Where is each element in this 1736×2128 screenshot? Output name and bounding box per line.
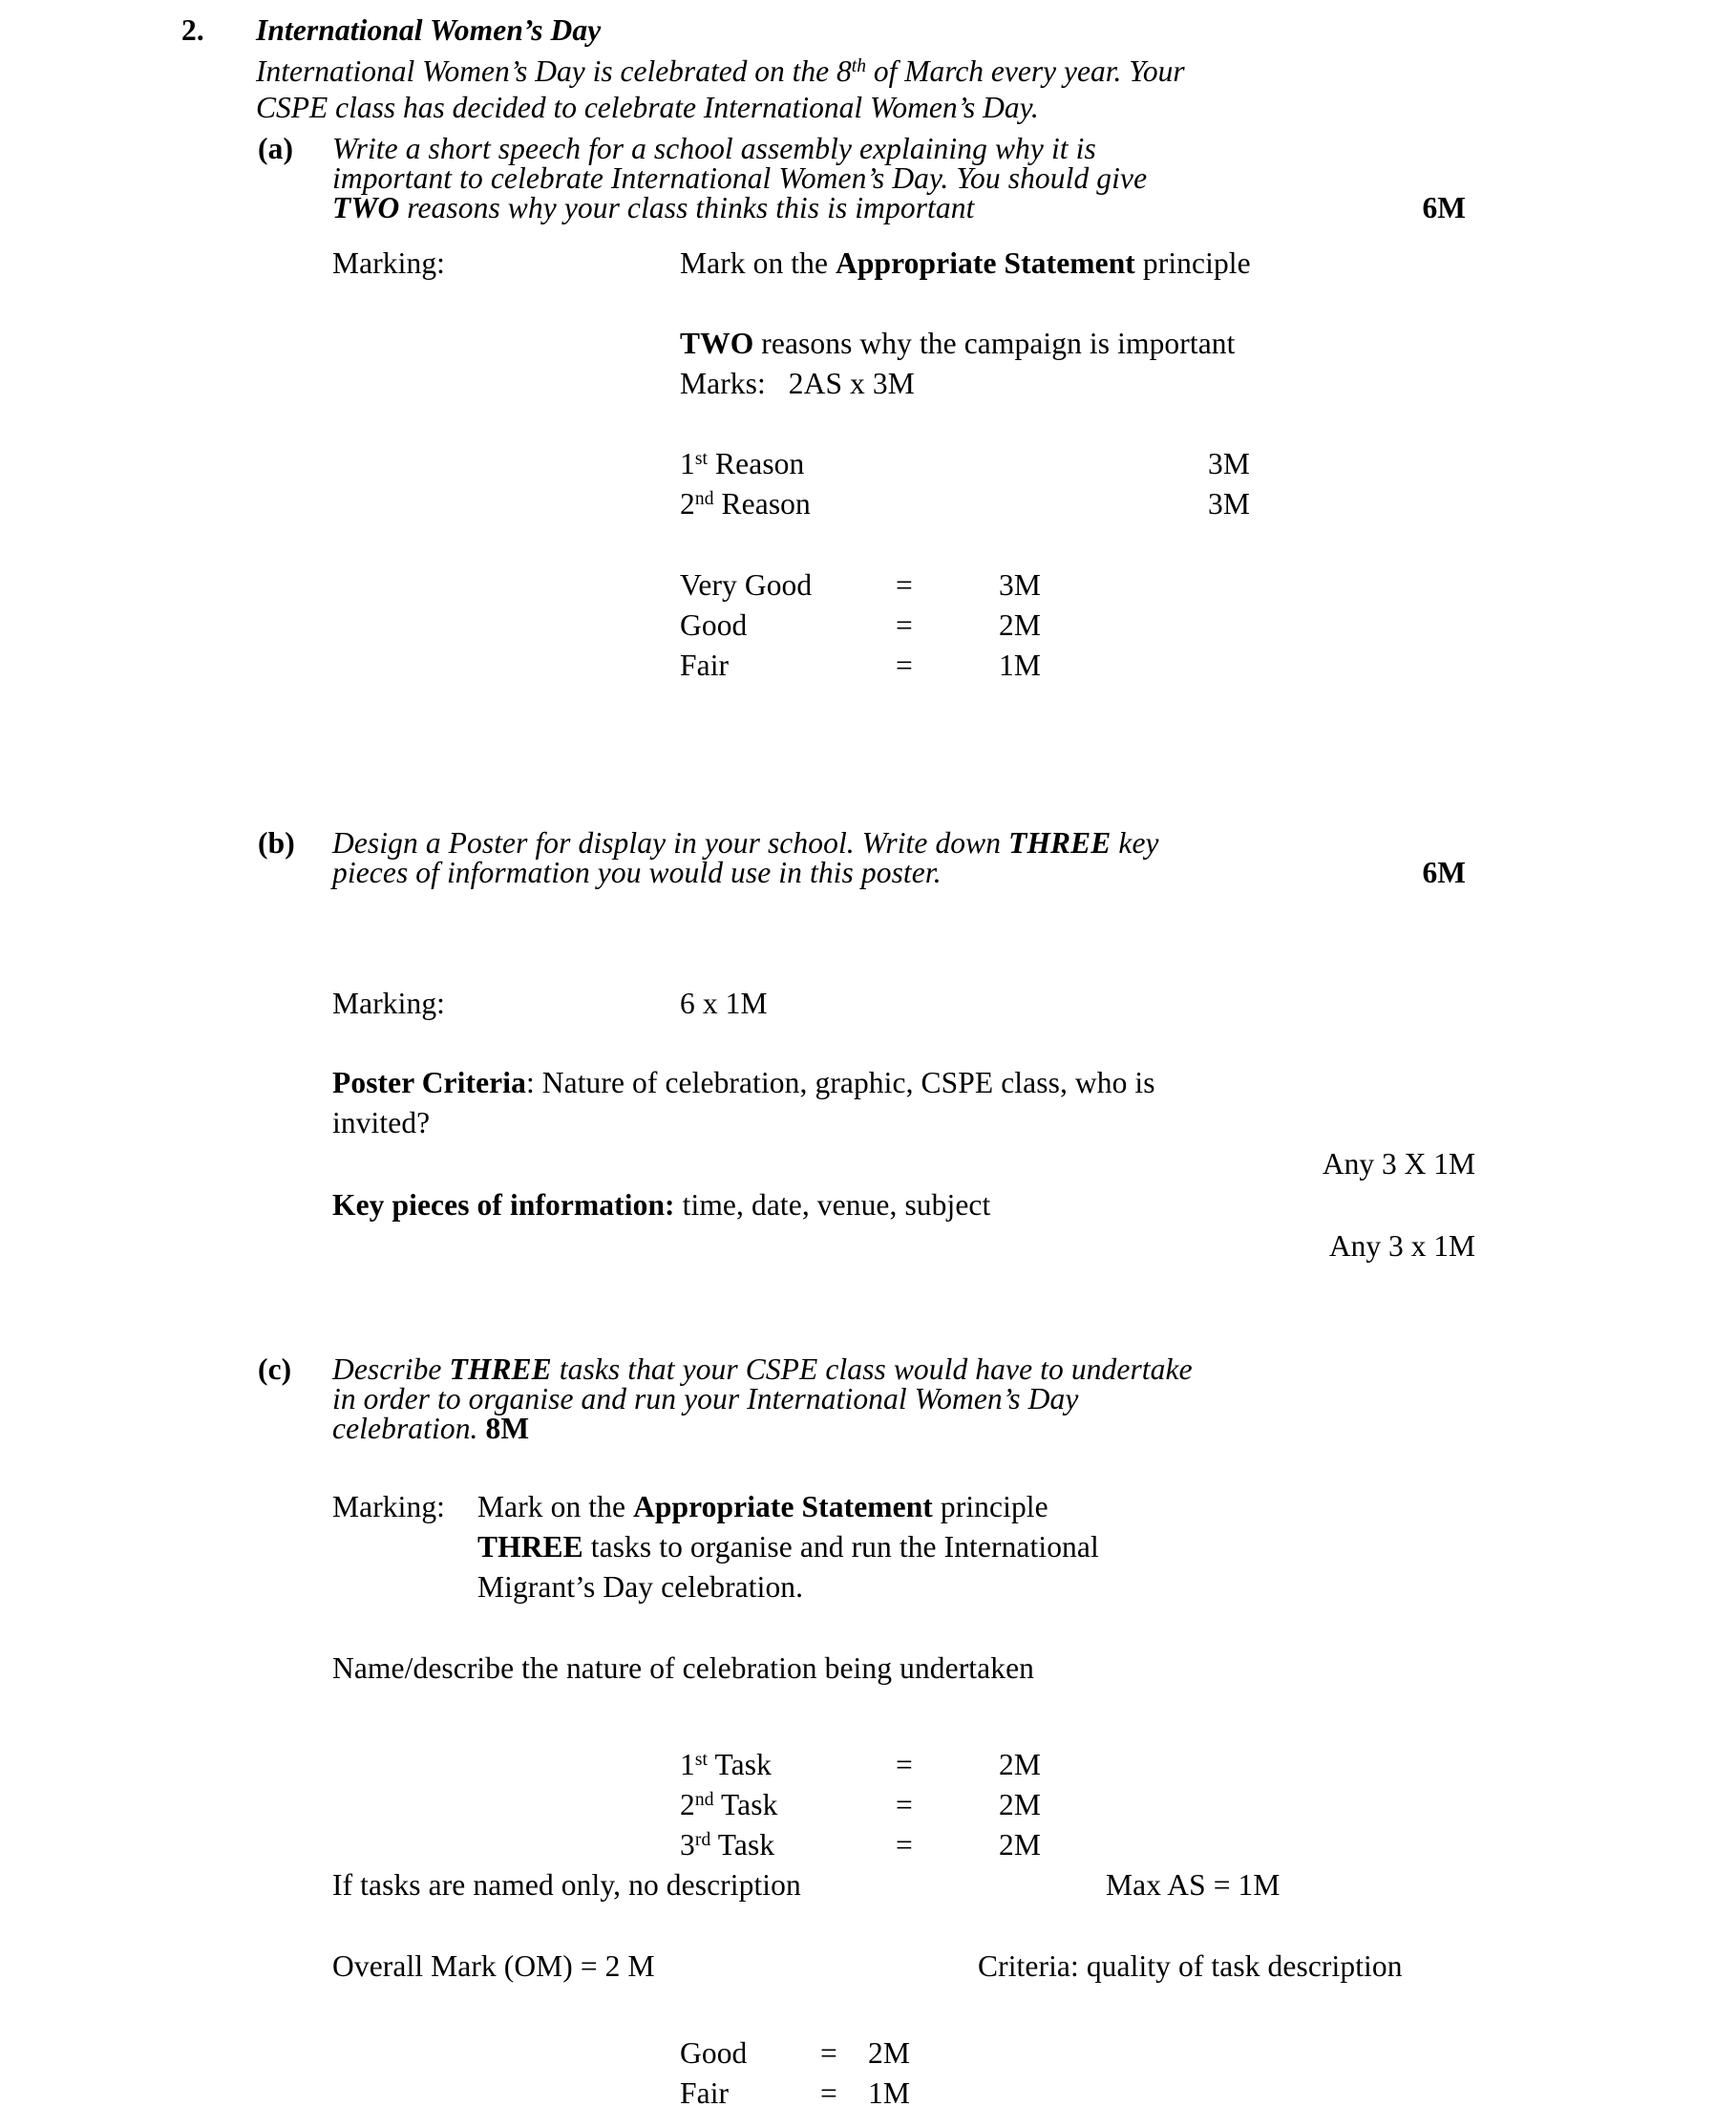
part-a-label: (a) — [258, 132, 294, 165]
part-c-prompt-emphasis: THREE — [449, 1352, 552, 1386]
part-c-overall-criteria-text: Criteria: quality of task description — [978, 1949, 1403, 1983]
marking-principle-pre: Mark on the — [680, 246, 836, 280]
intro-ordinal-suffix: th — [851, 55, 866, 76]
task-ordinal-1: 1 — [680, 1748, 695, 1781]
task-ordinal-suffix-3: rd — [694, 1829, 711, 1850]
part-a-quality-label-2: Good — [680, 608, 748, 642]
intro-text-part2: of March every year. Your — [865, 54, 1185, 88]
part-a-prompt-line-2: important to celebrate International Women’s Day. You should give — [332, 161, 1148, 195]
part-a-reason-row-1 — [680, 449, 804, 479]
part-c-tasks-line-2: Migrant’s Day celebration. — [477, 1570, 804, 1604]
part-c-prompt-post: tasks that your CSPE class would have to undertake — [551, 1352, 1193, 1386]
part-b-prompt-pre: Design a Poster for display in your school. Write down — [332, 826, 1009, 860]
part-c-task-equals-3: = — [896, 1828, 913, 1862]
part-b-marking-value: 6 x 1M — [680, 987, 768, 1020]
part-c-prompt-line-3-pre: celebration. — [332, 1412, 486, 1445]
task-ordinal-2: 2 — [680, 1788, 695, 1821]
part-b-prompt-post: key — [1111, 826, 1159, 860]
part-b-label: (b) — [258, 826, 295, 860]
reason-label-2: Reason — [713, 487, 811, 521]
part-a-quality-mark-2: 2M — [999, 608, 1041, 642]
part-b-marks: 6M — [1422, 856, 1466, 889]
part-a-quality-mark-3: 1M — [999, 649, 1041, 682]
part-b-poster-criteria-marks: Any 3 X 1M — [1322, 1147, 1475, 1181]
task-ordinal-3: 3 — [680, 1828, 695, 1862]
part-c-marking-label: Marking: — [332, 1490, 446, 1523]
part-c-principle-emphasis: Appropriate Statement — [633, 1490, 933, 1523]
part-a-prompt-line-1: Write a short speech for a school assembly explaining why it is — [332, 132, 1096, 165]
part-b-key-info-marks: Any 3 x 1M — [1328, 1229, 1475, 1263]
poster-criteria-rest: : Nature of celebration, graphic, CSPE class, who is — [525, 1066, 1155, 1099]
question-number: 2. — [181, 13, 204, 47]
task-label-3: Task — [710, 1828, 775, 1862]
part-a-reasons-emphasis: TWO — [680, 327, 754, 360]
reason-ordinal-suffix-1: st — [694, 448, 709, 469]
part-a-marking-principle — [680, 248, 1251, 279]
part-a-prompt-line-3-rest: reasons why your class thinks this is important — [399, 191, 975, 224]
part-c-nature-line: Name/describe the nature of celebration being undertaken — [332, 1651, 1035, 1685]
part-c-label: (c) — [258, 1352, 292, 1386]
reason-ordinal-suffix-2: nd — [694, 488, 714, 509]
task-ordinal-suffix-1: st — [694, 1749, 709, 1770]
task-label-2: Task — [713, 1788, 778, 1821]
part-a-quality-equals-1: = — [896, 568, 913, 602]
part-c-task-mark-3: 2M — [999, 1828, 1041, 1862]
part-c-task-row-1 — [680, 1750, 772, 1780]
part-c-marks: 8M — [485, 1412, 530, 1445]
task-ordinal-suffix-2: nd — [694, 1789, 714, 1810]
reason-label-1: Reason — [708, 447, 805, 480]
part-a-marking-label: Marking: — [332, 246, 446, 280]
part-c-task-row-2 — [680, 1790, 777, 1820]
part-c-tasks-rest: tasks to organise and run the International — [582, 1530, 1099, 1564]
question-intro — [256, 53, 1469, 125]
part-a-reasons-rest: reasons why the campaign is important — [753, 327, 1236, 360]
part-a-prompt-emphasis: TWO — [332, 191, 400, 224]
part-b-key-info — [332, 1190, 990, 1221]
part-c-prompt-pre: Describe — [332, 1352, 450, 1386]
part-a-marks: 6M — [1422, 191, 1466, 224]
part-c-principle-pre: Mark on the — [477, 1490, 634, 1523]
reason-ordinal-2: 2 — [680, 487, 695, 521]
part-c-marking-principle — [477, 1492, 1048, 1522]
part-c-named-only-mark: Max AS = 1M — [1106, 1868, 1281, 1902]
part-c-task-mark-2: 2M — [999, 1788, 1041, 1821]
part-a-reasons-line — [680, 329, 1236, 359]
part-b-poster-criteria — [332, 1068, 1155, 1098]
part-c-overall-mark-text: Overall Mark (OM) = 2 M — [332, 1949, 655, 1983]
poster-criteria-label: Poster Criteria — [332, 1066, 526, 1099]
part-c-principle-post: principle — [932, 1490, 1048, 1523]
part-c-tasks-line — [477, 1532, 1099, 1563]
part-c-quality-mark-2: 1M — [868, 2076, 910, 2110]
part-c-quality-label-1: Good — [680, 2036, 748, 2070]
part-c-named-only-text: If tasks are named only, no description — [332, 1868, 801, 1902]
intro-text-line2: CSPE class has decided to celebrate International Women’s Day. — [256, 90, 1039, 124]
marking-principle-post: principle — [1134, 246, 1251, 280]
intro-text-part1: International Women’s Day is celebrated on the 8 — [256, 54, 852, 88]
part-a-marks-formula: Marks: 2AS x 3M — [680, 367, 915, 400]
reason-ordinal-1: 1 — [680, 447, 695, 480]
part-a-reason-mark-1: 3M — [1208, 447, 1250, 480]
part-a-quality-label-3: Fair — [680, 649, 730, 682]
task-label-1: Task — [708, 1748, 772, 1781]
part-c-tasks-emphasis: THREE — [477, 1530, 583, 1564]
marking-principle-emphasis: Appropriate Statement — [836, 246, 1135, 280]
question-title: International Women’s Day — [256, 13, 602, 47]
part-a-quality-label-1: Very Good — [680, 568, 813, 602]
part-c-quality-mark-1: 2M — [868, 2036, 910, 2070]
part-c-task-mark-1: 2M — [999, 1748, 1041, 1781]
part-b-prompt-line-2: pieces of information you would use in this poster. — [332, 856, 942, 889]
part-b-prompt-emphasis: THREE — [1008, 826, 1111, 860]
part-a-quality-mark-1: 3M — [999, 568, 1041, 602]
part-c-quality-equals-2: = — [820, 2076, 837, 2110]
part-c-quality-equals-1: = — [820, 2036, 837, 2070]
part-c-task-row-3 — [680, 1830, 774, 1861]
part-c-prompt-line-2: in order to organise and run your International Women’s Day — [332, 1382, 1079, 1415]
part-c-task-equals-1: = — [896, 1748, 913, 1781]
part-a-reason-row-2 — [680, 489, 811, 520]
part-c-quality-label-2: Fair — [680, 2076, 730, 2110]
part-a-quality-equals-2: = — [896, 608, 913, 642]
part-c-prompt-line-1 — [332, 1354, 1193, 1385]
part-a-reason-mark-2: 3M — [1208, 487, 1250, 521]
part-b-prompt-line-1 — [332, 828, 1159, 859]
part-c-prompt-line-3 — [332, 1414, 529, 1444]
part-c-task-equals-2: = — [896, 1788, 913, 1821]
part-a-quality-equals-3: = — [896, 649, 913, 682]
part-a-prompt-line-3 — [332, 193, 974, 223]
key-info-rest: time, date, venue, subject — [674, 1188, 991, 1222]
part-b-poster-criteria-line2: invited? — [332, 1106, 431, 1139]
key-info-label: Key pieces of information: — [332, 1188, 675, 1222]
part-b-marking-label: Marking: — [332, 987, 446, 1020]
